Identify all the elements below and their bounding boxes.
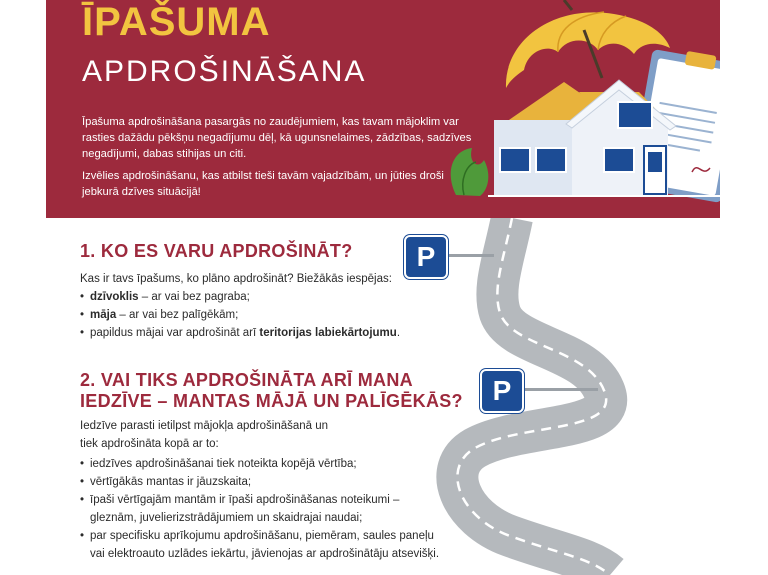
umbrella-icon [506, 0, 670, 88]
intro-paragraph-2: Izvēlies apdrošināšanu, kas atbilst tieši tavām vajadzībām, un jūties droši jebkurā dzīves situācijā! [82, 170, 444, 198]
section-1-body [80, 270, 410, 342]
list-item [80, 324, 410, 342]
section-2-intro-line-1: Iedzīve parasti ietilpst mājokļa apdrošināšanā un [80, 420, 329, 432]
intro-paragraph-1: Īpašuma apdrošināšana pasargās no zaudējumiem, kas tavam mājoklim var rasties dažādu pēkšņu negadījumu dēļ, kā ugunsnelaimes, zādzības, sadzīves negadījumi, dabas stihijas un citi. [82, 116, 472, 160]
item-text: . [396, 327, 401, 339]
list-item [80, 288, 410, 306]
list-item: • par specifisku aprīkojumu apdrošināšanu, piemēram, saules paneļu vai elektroauto uzlādes iekārtu, jāvienojas ar apdrošinātāju atsevišķi. [80, 527, 440, 563]
item-bold: teritorijas labiekārtojumu [259, 327, 397, 339]
item-bold: māja [90, 309, 117, 321]
list-item: • vērtīgākās mantas ir jāuzskaita; [80, 473, 440, 491]
section-2-intro-line-2: tiek apdrošināta kopā ar to: [80, 438, 219, 450]
section-2-list [80, 455, 440, 563]
parking-sign-icon: P [480, 369, 524, 413]
section-1-list [80, 288, 410, 342]
section-2-title-line-2: IEDZĪVE – MANTAS MĀJĀ UN PALĪGĒKĀS? [80, 391, 463, 411]
sign-post-1 [446, 254, 494, 257]
item-text: papildus mājai var apdrošināt arī [90, 327, 260, 339]
banner-title: ĪPAŠUMA [82, 0, 271, 44]
list-item: • īpaši vērtīgajām mantām ir īpaši apdrošināšanas noteikumi – gleznām, juvelierizstrādājumiem un skaidrajai naudai; [80, 491, 420, 527]
list-item [80, 306, 410, 324]
header-banner [46, 0, 720, 218]
section-1-intro: Kas ir tavs īpašums, ko plāno apdrošināt? Biežākās iespējas: [80, 273, 392, 285]
list-item: • iedzīves apdrošināšanai tiek noteikta kopējā vērtība; [80, 455, 440, 473]
section-2-title-line-1: 2. VAI TIKS APDROŠINĀTA ARĪ MANA [80, 370, 413, 390]
item-text: – ar vai bez pagraba; [138, 291, 250, 303]
section-2-body [80, 417, 440, 563]
item-text: – ar vai bez palīgēkām; [116, 309, 239, 321]
banner-subtitle: APDROŠINĀŠANA [82, 55, 367, 88]
section-1-title: 1. KO ES VARU APDROŠINĀT? [80, 241, 353, 261]
parking-sign-icon: P [404, 235, 448, 279]
banner-intro [82, 114, 472, 206]
item-bold: dzīvoklis [90, 291, 139, 303]
sign-post-2 [522, 388, 598, 391]
house-umbrella-illustration [444, 0, 720, 218]
winding-road-illustration [420, 218, 768, 575]
section-2-title [80, 370, 463, 412]
left-bush-icon [451, 148, 489, 196]
